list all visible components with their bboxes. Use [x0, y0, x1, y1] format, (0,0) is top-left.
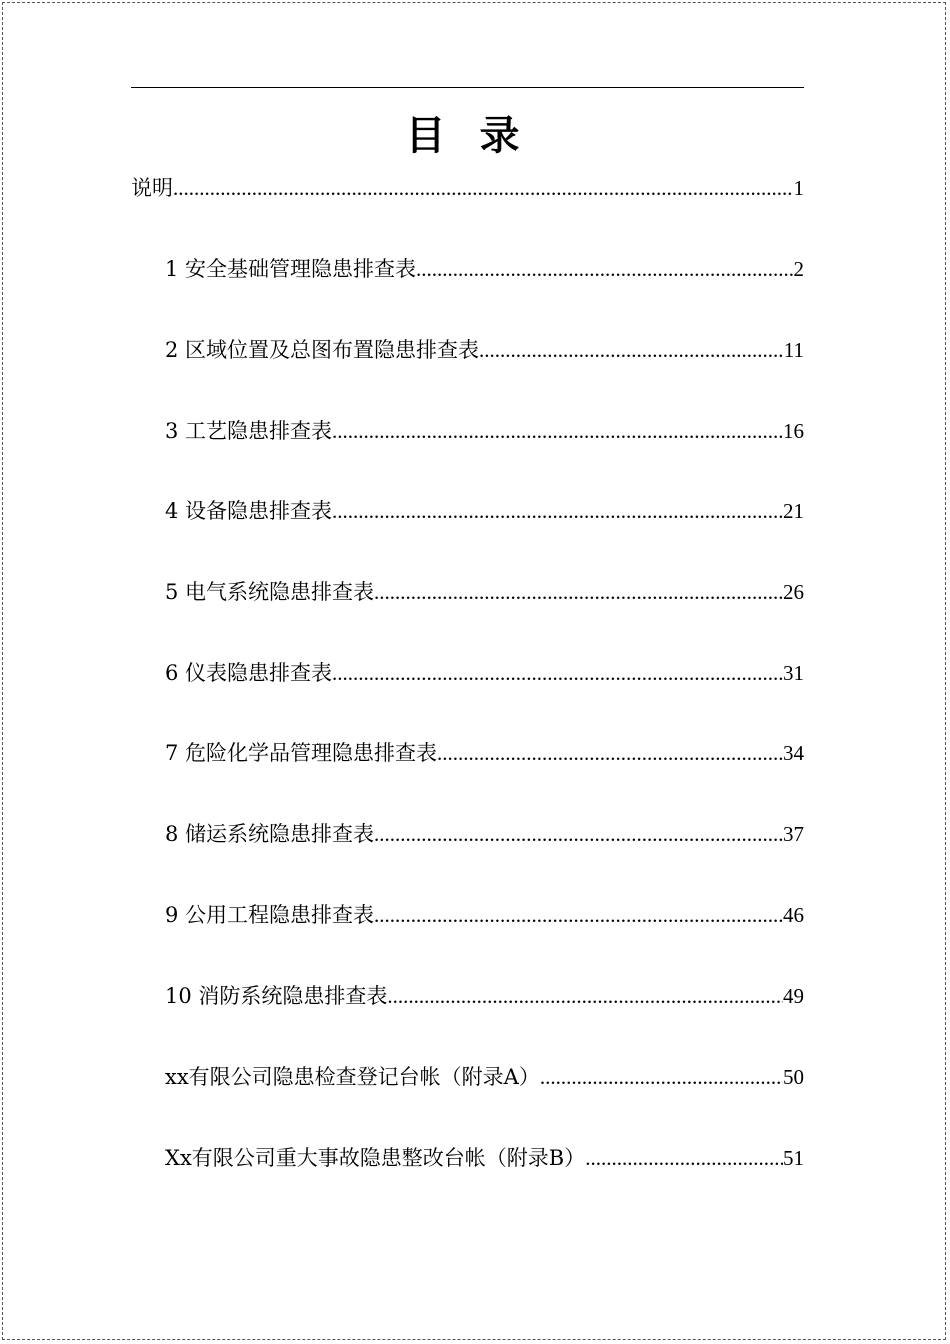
toc-dot-leader	[374, 902, 783, 928]
toc-page-number: 26	[783, 580, 804, 604]
toc-dot-leader	[173, 175, 794, 201]
toc-entry-label: 5 电气系统隐患排查表	[165, 580, 375, 604]
toc-dot-leader	[374, 579, 783, 605]
toc-dot-leader	[416, 256, 793, 282]
toc-entry-5[interactable]	[165, 579, 804, 605]
toc-entry-label: 1 安全基础管理隐患排查表	[165, 257, 417, 281]
toc-page-number: 31	[783, 661, 804, 685]
toc-entry-10[interactable]	[165, 983, 804, 1009]
toc-entry-2[interactable]	[165, 337, 804, 363]
toc-entry-8[interactable]	[165, 821, 804, 847]
toc-entry-4[interactable]	[165, 498, 804, 524]
toc-dot-leader	[585, 1145, 783, 1171]
toc-entry-label: 4 设备隐患排查表	[165, 499, 333, 523]
toc-page-number: 11	[783, 338, 804, 362]
toc-page-number: 21	[783, 499, 804, 523]
toc-entry-intro[interactable]	[131, 175, 804, 201]
toc-entry-appendix-a[interactable]	[165, 1064, 804, 1090]
toc-entry-label: 7 危险化学品管理隐患排查表	[165, 741, 438, 765]
toc-entry-6[interactable]	[165, 660, 804, 686]
toc-page-number: 49	[783, 984, 804, 1008]
toc-entry-appendix-b[interactable]	[165, 1145, 804, 1171]
toc-entry-label: 2 区域位置及总图布置隐患排查表	[165, 338, 480, 362]
toc-dot-leader	[332, 498, 783, 524]
toc-page-number: 34	[783, 741, 804, 765]
toc-dot-leader	[332, 418, 783, 444]
toc-entry-3[interactable]	[165, 418, 804, 444]
toc-page-number: 1	[793, 176, 804, 200]
toc-page-number: 16	[783, 419, 804, 443]
toc-page-number: 46	[783, 903, 804, 927]
toc-entry-label: xx有限公司隐患检查登记台帐（附录A）	[165, 1065, 540, 1089]
toc-entry-label: 说明	[131, 176, 173, 200]
toc-entry-7[interactable]	[165, 740, 804, 766]
toc-dot-leader	[374, 821, 783, 847]
toc-title: 目 录	[405, 112, 530, 159]
toc-entry-label: 3 工艺隐患排查表	[165, 419, 333, 443]
toc-dot-leader	[479, 337, 784, 363]
toc-entry-label: Xx有限公司重大事故隐患整改台帐（附录B）	[165, 1146, 586, 1170]
toc-dot-leader	[540, 1064, 783, 1090]
toc-entry-label: 8 储运系统隐患排查表	[165, 822, 375, 846]
toc-page-number: 51	[783, 1146, 804, 1170]
toc-entry-label: 10 消防系统隐患排查表	[165, 984, 388, 1008]
toc-entry-1[interactable]	[165, 256, 804, 282]
toc-entry-label: 6 仪表隐患排查表	[165, 661, 333, 685]
toc-dot-leader	[332, 660, 783, 686]
toc-entry-9[interactable]	[165, 902, 804, 928]
toc-page-number: 2	[793, 257, 804, 281]
toc-dot-leader	[437, 740, 783, 766]
toc-page-number: 50	[783, 1065, 804, 1089]
toc-page-number: 37	[783, 822, 804, 846]
toc-dot-leader	[387, 983, 783, 1009]
toc-entry-label: 9 公用工程隐患排查表	[165, 903, 375, 927]
